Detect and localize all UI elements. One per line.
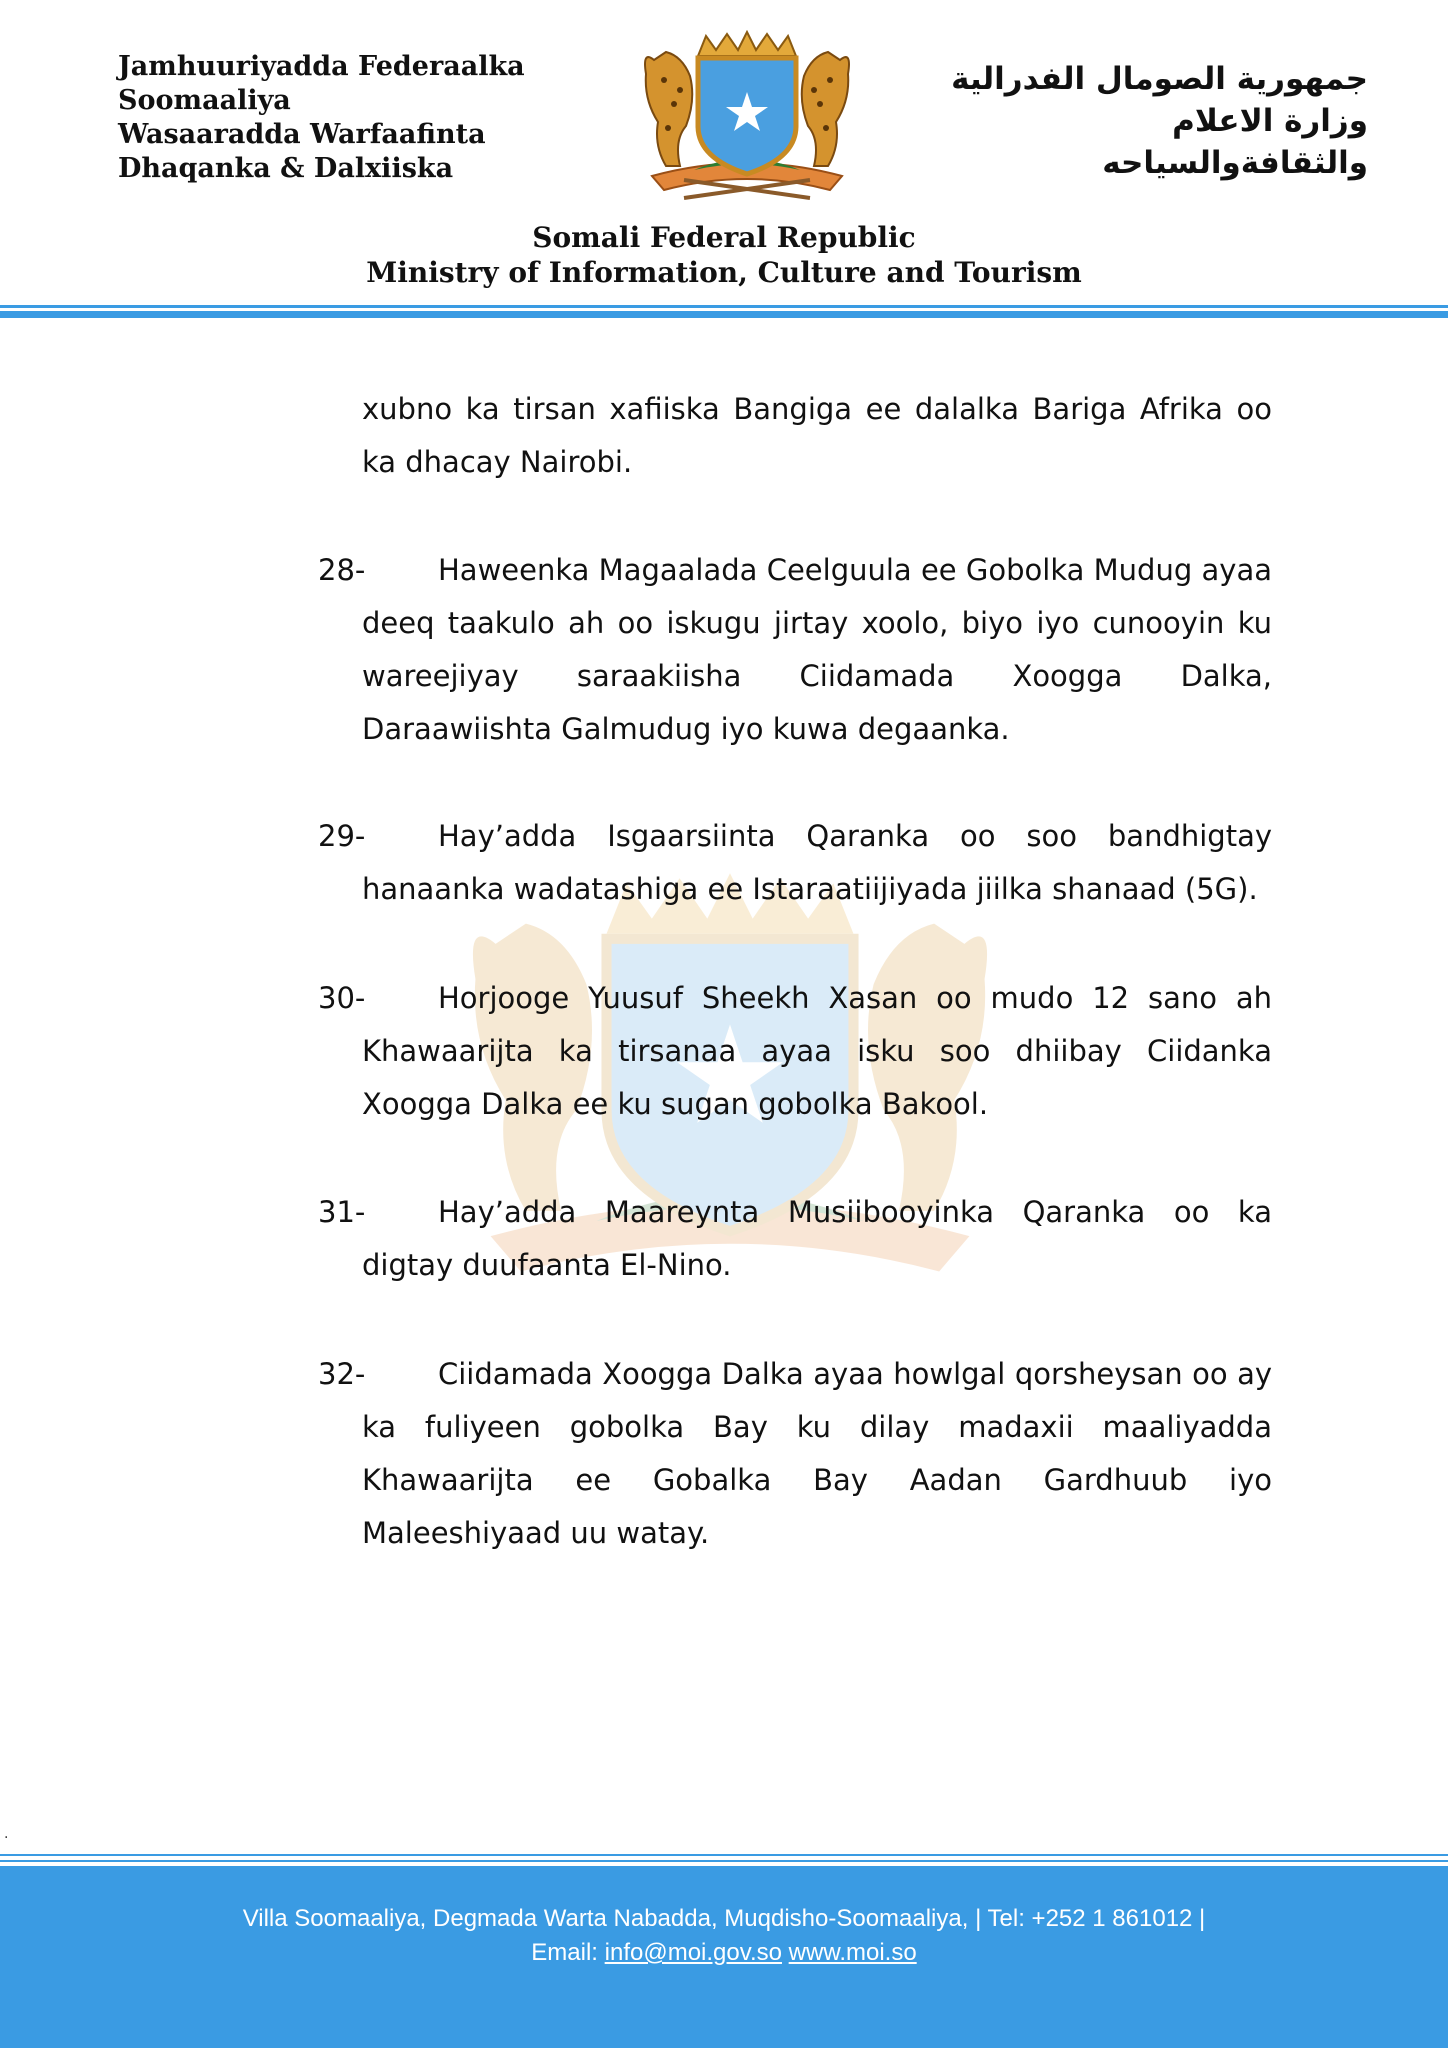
- footer-website-link[interactable]: www.moi.so: [788, 1939, 917, 1966]
- header-english-title: [0, 220, 1448, 290]
- continuation-paragraph: xubno ka tirsan xafiiska Bangiga ee dalalka Bariga Afrika oo ka dhacay Nairobi.: [362, 392, 1272, 479]
- list-item-text: Hay’adda Maareynta Musiibooyinka Qaranka oo ka digtay duufaanta El-Nino.: [362, 1195, 1272, 1282]
- footer-contact: [0, 1936, 1448, 1970]
- header-arabic-title: [928, 58, 1368, 184]
- header-left-line-3: Wasaaradda Warfaafinta: [118, 119, 486, 150]
- header-divider-thick: [0, 311, 1448, 318]
- header-left-line-1: Jamhuuriyadda Federaalka: [118, 51, 525, 82]
- header-left-line-2: Soomaaliya: [118, 85, 291, 116]
- header-divider-thin: [0, 305, 1448, 308]
- footer-divider-2: [0, 1860, 1448, 1862]
- footer-email-label: Email:: [531, 1939, 598, 1966]
- header-center-title: Somali Federal Republic: [532, 221, 916, 254]
- header-somali-title: [118, 50, 525, 186]
- list-item-number: 29-: [318, 819, 366, 853]
- list-item-number: 31-: [318, 1195, 366, 1229]
- stray-mark: .: [4, 1826, 9, 1842]
- header-center-subtitle: Ministry of Information, Culture and Tourism: [366, 256, 1082, 289]
- header-right-line-2: وزارة الاعلام: [1172, 103, 1368, 139]
- footer-divider-1: [0, 1854, 1448, 1856]
- list-item-text: Horjooge Yuusuf Sheekh Xasan oo mudo 12 sano ah Khawaarijta ka tirsanaa ayaa isku soo dhiibay Ciidanka Xoogga Dalka ee ku sugan gobolka Bakool.: [362, 981, 1272, 1121]
- list-item-text: Hay’adda Isgaarsiinta Qaranka oo soo bandhigtay hanaanka wadatashiga ee Istaraatiijiyada jiilka shanaad (5G).: [362, 819, 1272, 906]
- list-item-number: 32-: [318, 1357, 366, 1391]
- footer-email-link[interactable]: info@moi.gov.so: [604, 1939, 782, 1966]
- header-left-line-4: Dhaqanka & Dalxiiska: [118, 153, 454, 184]
- header-right-line-3: والثقافةوالسياحه: [1102, 145, 1368, 181]
- coat-of-arms-icon: [624, 30, 870, 206]
- list-item-number: 30-: [318, 981, 366, 1015]
- list-item-text: Ciidamada Xoogga Dalka ayaa howlgal qorsheysan oo ay ka fuliyeen gobolka Bay ku dilay madaxii maaliyadda Khawaarijta ee Gobalka Bay Aadan Gardhuub iyo Maleeshiyaad uu watay.: [362, 1357, 1272, 1550]
- header-right-line-1: جمهورية الصومال الفدرالية: [951, 61, 1368, 97]
- footer-bar: [0, 1866, 1448, 2048]
- list-item-number: 28-: [318, 553, 366, 587]
- list-item-text: Haweenka Magaalada Ceelguula ee Gobolka Mudug ayaa deeq taakulo ah oo iskugu jirtay xoolo, biyo iyo cunooyin ku wareejiyay saraakiisha Ciidamada Xoogga Dalka, Daraawiishta Galmudug iyo kuwa degaanka.: [362, 553, 1272, 746]
- footer-address: Villa Soomaaliya, Degmada Warta Nabadda, Muqdisho-Soomaaliya, | Tel: +252 1 861012 |: [242, 1905, 1206, 1932]
